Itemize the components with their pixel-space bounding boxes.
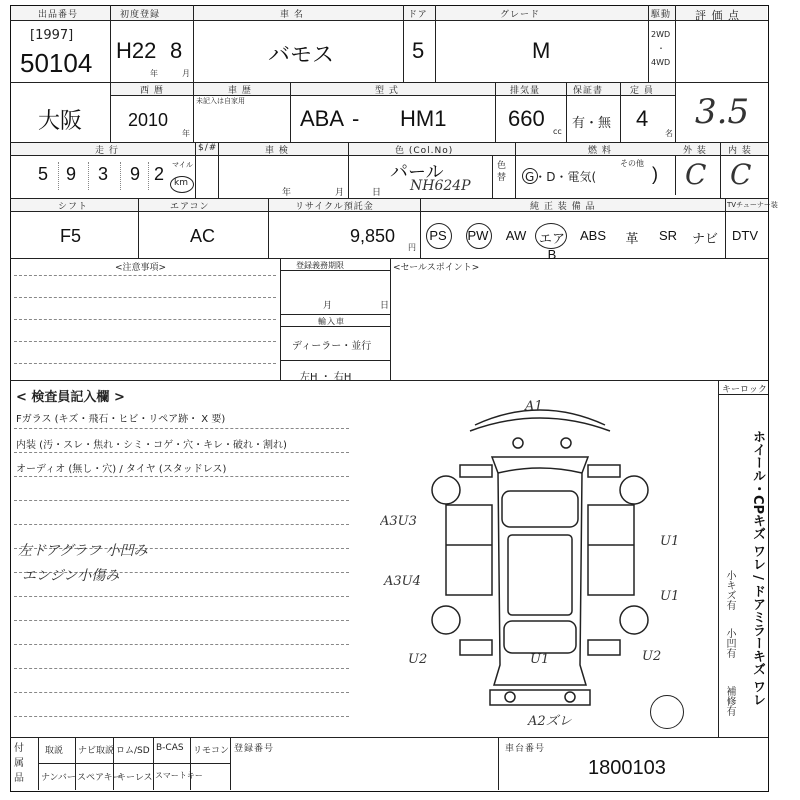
- label-import: 輸入車: [318, 317, 345, 326]
- label-keylock: キーロック: [722, 385, 767, 395]
- inspection-day: 日: [372, 188, 382, 198]
- fuel-options: G・D・電気(: [525, 170, 597, 184]
- label-caution: <注意事項>: [115, 263, 167, 273]
- mark-a1: A1: [525, 399, 543, 414]
- reg-month: 月: [323, 301, 333, 311]
- seireki-year: 2010: [128, 110, 169, 130]
- acc-navi-manual: ナビ取説: [78, 746, 115, 756]
- label-fuel: 燃 料: [588, 146, 612, 156]
- warranty-value: 有・無: [572, 116, 612, 131]
- aircon-value: AC: [190, 226, 216, 246]
- grade-value: M: [532, 38, 551, 63]
- label-score: 評 価 点: [695, 9, 740, 22]
- side-vertical-text: [748, 430, 767, 706]
- hand-note-door: 左ドアグラフ 小凹み: [18, 543, 148, 559]
- mileage-digit: 3: [98, 164, 109, 184]
- acc-rom-sd: ロム/SD: [116, 746, 150, 756]
- history-note: 未記入は自家用: [196, 97, 245, 105]
- mark-a3u3: A3U3: [380, 514, 417, 529]
- side-small-2: 小凹有: [724, 628, 735, 658]
- mileage-digit: 2: [154, 164, 165, 184]
- equipment-aw: AW: [505, 228, 527, 243]
- side-small-3: 補修有: [724, 686, 735, 716]
- color-side: 色替: [497, 161, 507, 183]
- year-unit: 年: [150, 69, 158, 78]
- mark-a3u4: A3U4: [384, 574, 421, 589]
- label-tuner: TVチューナー装: [727, 201, 778, 209]
- acc-keyless: キーレス: [117, 773, 153, 783]
- interior-grade: C: [730, 158, 752, 191]
- mark-u2-left: U2: [408, 652, 428, 667]
- mark-u1-right2: U1: [660, 589, 680, 604]
- label-inspection: 車 検: [265, 146, 289, 156]
- first-reg-month: 8: [170, 38, 183, 63]
- model-code: HM1: [400, 106, 447, 131]
- acc-number: ナンバー: [41, 773, 76, 783]
- label-color: 色 (Col.No): [395, 146, 454, 156]
- label-grade: グレード: [500, 10, 541, 20]
- acc-smart-key: スマートキー: [155, 771, 203, 780]
- drive-2wd: 2WD: [651, 30, 671, 39]
- equipment-navi: ナビ: [691, 231, 718, 246]
- displacement-unit: cc: [553, 127, 562, 136]
- label-recycle: リサイクル預託金: [295, 202, 374, 212]
- mileage-digit: 5: [38, 164, 49, 184]
- label-lot-no: 出品番号: [38, 10, 79, 20]
- equipment-pw: PW: [467, 228, 489, 243]
- equipment-ps: PS: [429, 228, 447, 243]
- steering-value: 左H ・ 右H: [300, 372, 352, 383]
- chassis-number: 1800103: [588, 757, 666, 779]
- label-drive: 駆動: [651, 10, 672, 20]
- model-prefix: ABA: [300, 106, 345, 131]
- label-equipment: 純 正 装 備 品: [530, 202, 596, 212]
- acc-remote: リモコン: [193, 746, 230, 756]
- side-small-texts-2: [722, 628, 737, 658]
- label-sales-point: <セールスポイント>: [393, 263, 480, 273]
- seireki-year-unit: 年: [182, 129, 190, 138]
- side-small-texts-3: [722, 686, 737, 716]
- reg-day: 日: [380, 301, 390, 311]
- recycle-unit: 円: [408, 243, 416, 252]
- equipment-leather: 革: [625, 231, 639, 246]
- label-warranty: 保証書: [573, 86, 604, 96]
- inspector-line-glass: Fガラス (キズ・飛石・ヒビ・リペア跡・ X 要): [16, 414, 226, 425]
- car-name: バモス: [268, 42, 335, 67]
- lot-number: 50104: [20, 48, 93, 78]
- color-code: NH624P: [410, 178, 471, 194]
- region: 大阪: [38, 108, 83, 133]
- mile-unit: マイル: [172, 161, 193, 169]
- fuel-other: その他: [620, 159, 644, 168]
- inspection-year: 年: [282, 188, 292, 198]
- acc-bcas: B-CAS: [156, 743, 184, 753]
- first-reg-era: H22: [116, 38, 157, 63]
- mileage-digit: 9: [66, 164, 77, 184]
- inspection-month: 月: [335, 188, 345, 198]
- mark-u1-bottom: U1: [530, 652, 550, 667]
- shift-value: F5: [60, 226, 82, 246]
- label-first-reg: 初度登録: [120, 10, 161, 20]
- color-name: パール: [390, 162, 444, 182]
- drive-dot: ・: [657, 44, 665, 53]
- doors-value: 5: [412, 38, 425, 63]
- mileage-digit: 9: [130, 164, 141, 184]
- drive-4wd: 4WD: [651, 58, 671, 67]
- mileage-digits: [30, 160, 170, 192]
- label-displacement: 排気量: [510, 86, 541, 96]
- displacement-value: 660: [508, 106, 545, 131]
- capacity-value: 4: [636, 106, 649, 131]
- mark-a2-bottom: A2ズレ: [528, 714, 572, 729]
- side-vertical-label: ホイール・CPキズ ワレ / ドアミラーキズ ワレ: [750, 430, 765, 706]
- equipment-dtv: DTV: [732, 228, 758, 243]
- recycle-fee: 9,850: [350, 226, 396, 246]
- exterior-grade: C: [685, 158, 707, 191]
- label-shift: シフト: [58, 202, 89, 212]
- side-small-texts: [722, 570, 737, 610]
- equipment-airbag: エアB: [538, 231, 565, 262]
- equipment-sr: SR: [658, 228, 678, 243]
- label-model: 型 式: [375, 86, 399, 96]
- label-reg-no: 登録番号: [234, 744, 275, 754]
- label-chassis: 車台番号: [505, 744, 546, 754]
- km-unit: km: [174, 178, 188, 188]
- capacity-unit: 名: [665, 129, 673, 138]
- hand-note-engine: エンジン小傷み: [22, 568, 120, 584]
- label-interior: 内 装: [728, 146, 752, 156]
- inspector-line-interior: 内装 (汚・スレ・焦れ・シミ・コゲ・穴・キレ・破れ・割れ): [16, 440, 287, 451]
- fuel-close: ): [652, 164, 658, 184]
- label-dollar: $/#: [198, 143, 218, 153]
- label-exterior: 外 装: [683, 146, 707, 156]
- inspector-title: < 検査員記入欄 >: [16, 390, 125, 405]
- label-aircon: エアコン: [170, 202, 210, 212]
- year-bracket: [1997]: [30, 28, 74, 43]
- label-car-name: 車 名: [280, 10, 304, 20]
- equipment-abs: ABS: [579, 228, 606, 243]
- label-capacity: 定 員: [630, 86, 654, 96]
- score-value: 3.5: [695, 92, 750, 132]
- label-shadai: 車 歴: [228, 86, 252, 96]
- model-dash: -: [352, 106, 360, 131]
- label-doors: ドア: [408, 10, 428, 20]
- label-accessories: 付属品: [14, 743, 24, 784]
- side-small-1: 小キズ有: [724, 570, 735, 610]
- acc-manual: 取説: [45, 746, 64, 756]
- inspector-line-audio: オーディオ (無し・穴) / タイヤ (スタッドレス): [16, 464, 227, 475]
- car-diagram: [380, 395, 710, 735]
- label-mileage: 走 行: [95, 146, 119, 156]
- acc-spare-key: スペアキー: [77, 773, 122, 783]
- mark-u1-right: U1: [660, 534, 680, 549]
- month-unit: 月: [182, 69, 190, 78]
- label-registration-deadline: 登録義務期限: [296, 261, 344, 270]
- mark-u2-right: U2: [642, 649, 662, 664]
- import-value: ディーラー・並行: [292, 341, 372, 352]
- label-seireki: 西 暦: [140, 86, 164, 96]
